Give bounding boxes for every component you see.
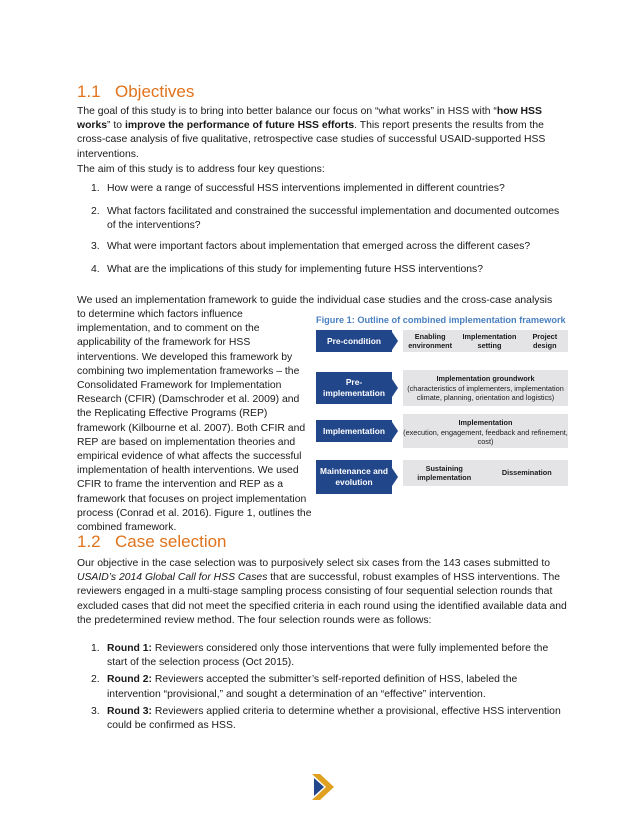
arrow-icon bbox=[392, 332, 398, 350]
question-text: What are the implications of this study for implementing future HSS interventions? bbox=[107, 263, 483, 275]
figure-row-implementation-label: Implementation bbox=[316, 420, 392, 442]
arrow-icon bbox=[392, 468, 398, 486]
list-number: 1. bbox=[91, 183, 100, 194]
arrow-icon bbox=[392, 422, 398, 440]
section-heading-objectives bbox=[77, 82, 194, 102]
figure-row-implementation-content bbox=[403, 414, 568, 448]
figure-row-detail: (execution, engagement, feedback and refinement, cost) bbox=[403, 427, 568, 446]
round-label: Round 1: bbox=[107, 643, 153, 654]
list-number: 1. bbox=[91, 643, 100, 654]
list-number: 2. bbox=[91, 206, 100, 218]
round-item bbox=[77, 642, 567, 670]
figure-cell: Implementation setting bbox=[462, 331, 517, 350]
round-item bbox=[77, 705, 567, 733]
figure-row-precondition-content bbox=[403, 330, 568, 352]
figure-row-precondition-label: Pre-condition bbox=[316, 330, 392, 352]
objectives-paragraph: The goal of this study is to bring into better balance our focus on “what works” in HSS with “how HSS works” to improve the performance of future HSS efforts. This report presents the results from the cross-case analysis of five qualitative, retrospective case studies of successful USAID-supported HSS interventions. bbox=[77, 106, 546, 160]
section-number: 1.2 bbox=[77, 532, 101, 551]
figure-row-maintenance-label: Maintenance and evolution bbox=[316, 460, 392, 494]
selection-rounds-list bbox=[77, 642, 567, 736]
section-number: 1.1 bbox=[77, 82, 101, 101]
figure-row-maintenance-content bbox=[403, 460, 568, 486]
figure-row-title: Implementation groundwork bbox=[436, 374, 535, 383]
section-title: Case selection bbox=[115, 532, 227, 551]
figure-cell: Sustaining implementation bbox=[417, 463, 472, 482]
arrow-icon bbox=[392, 379, 398, 397]
list-number: 2. bbox=[91, 674, 100, 686]
key-questions-list bbox=[77, 182, 567, 286]
framework-paragraph-wrap: to determine which factors influence implementation, and to comment on the applicability of the framework for HSS interventions. We developed this framework by combining two implementation frameworks – the Consolidated Framework for Implementation Research (CFIR) (Damschroder et al. 2009) and the Replicating Effective Programs (REP) framework (Kilbourne et al. 2007). Both CFIR and REP are based on implementation theories and empirical evidence of what affects the successful implementation of health interventions. We used CFIR to frame the intervention and REP as a framework that focuses on project implementation process (Conrad et al. 2016). Figure 1, outlines the combined framework. bbox=[77, 309, 312, 534]
round-item bbox=[77, 673, 567, 701]
question-item bbox=[77, 263, 567, 277]
round-text: Reviewers applied criteria to determine whether a provisional, effective HSS intervention could be confirmed as HSS. bbox=[107, 705, 561, 732]
round-label: Round 3: bbox=[107, 705, 153, 717]
question-item bbox=[77, 240, 567, 254]
case-selection-paragraph: Our objective in the case selection was to purposively select six cases from the 143 cases submitted to USAID’s 2014 Global Call for HSS Cases that are successful, robust examples of HSS interventions. The reviewers engaged in a multi-stage sampling process consisting of four sequential selection rounds that excluded cases that did not meet the specified criteria in each round using the identified available data and the predetermined review method. The four selection rounds were as follows: bbox=[77, 558, 567, 626]
list-number: 4. bbox=[91, 263, 100, 275]
question-text: How were a range of successful HSS interventions implemented in different countries? bbox=[107, 183, 505, 194]
figure-cell: Dissemination bbox=[501, 468, 552, 478]
question-text: What factors facilitated and constrained the successful implementation and documented outcomes of the interventions? bbox=[107, 206, 560, 232]
figure-cell: Project design bbox=[532, 331, 558, 350]
aim-paragraph: The aim of this study is to address four key questions: bbox=[77, 164, 325, 175]
round-text: Reviewers accepted the submitter’s self-reported definition of HSS, labeled the intervention “provisional,” and sought a determination of an “effective” intervention. bbox=[107, 674, 518, 700]
round-label: Round 2: bbox=[107, 674, 153, 686]
figure-caption: Figure 1: Outline of combined implementation framework bbox=[316, 315, 566, 325]
section-title: Objectives bbox=[115, 82, 195, 101]
question-item bbox=[77, 205, 567, 233]
round-text: Reviewers considered only those interventions that were fully implemented before the start of the selection process (Oct 2015). bbox=[107, 643, 549, 669]
list-number: 3. bbox=[91, 705, 100, 717]
question-item bbox=[77, 182, 567, 196]
section-heading-case-selection bbox=[77, 532, 227, 552]
question-text: What were important factors about implementation that emerged across the different cases? bbox=[107, 240, 531, 252]
figure-row-preimplementation-label: Pre-implementation bbox=[316, 372, 392, 404]
figure-row-title: Implementation bbox=[458, 418, 513, 427]
figure-row-detail: (characteristics of implementers, implementation climate, planning, orientation and logistics) bbox=[407, 383, 564, 402]
framework-paragraph-line1: We used an implementation framework to guide the individual case studies and the cross-case analysis bbox=[77, 295, 553, 306]
figure-row-preimplementation-content bbox=[403, 370, 568, 406]
framework-figure bbox=[316, 314, 571, 500]
figure-cell: Enabling environment bbox=[408, 331, 453, 350]
chevron-logo-icon bbox=[306, 770, 340, 804]
list-number: 3. bbox=[91, 240, 100, 252]
